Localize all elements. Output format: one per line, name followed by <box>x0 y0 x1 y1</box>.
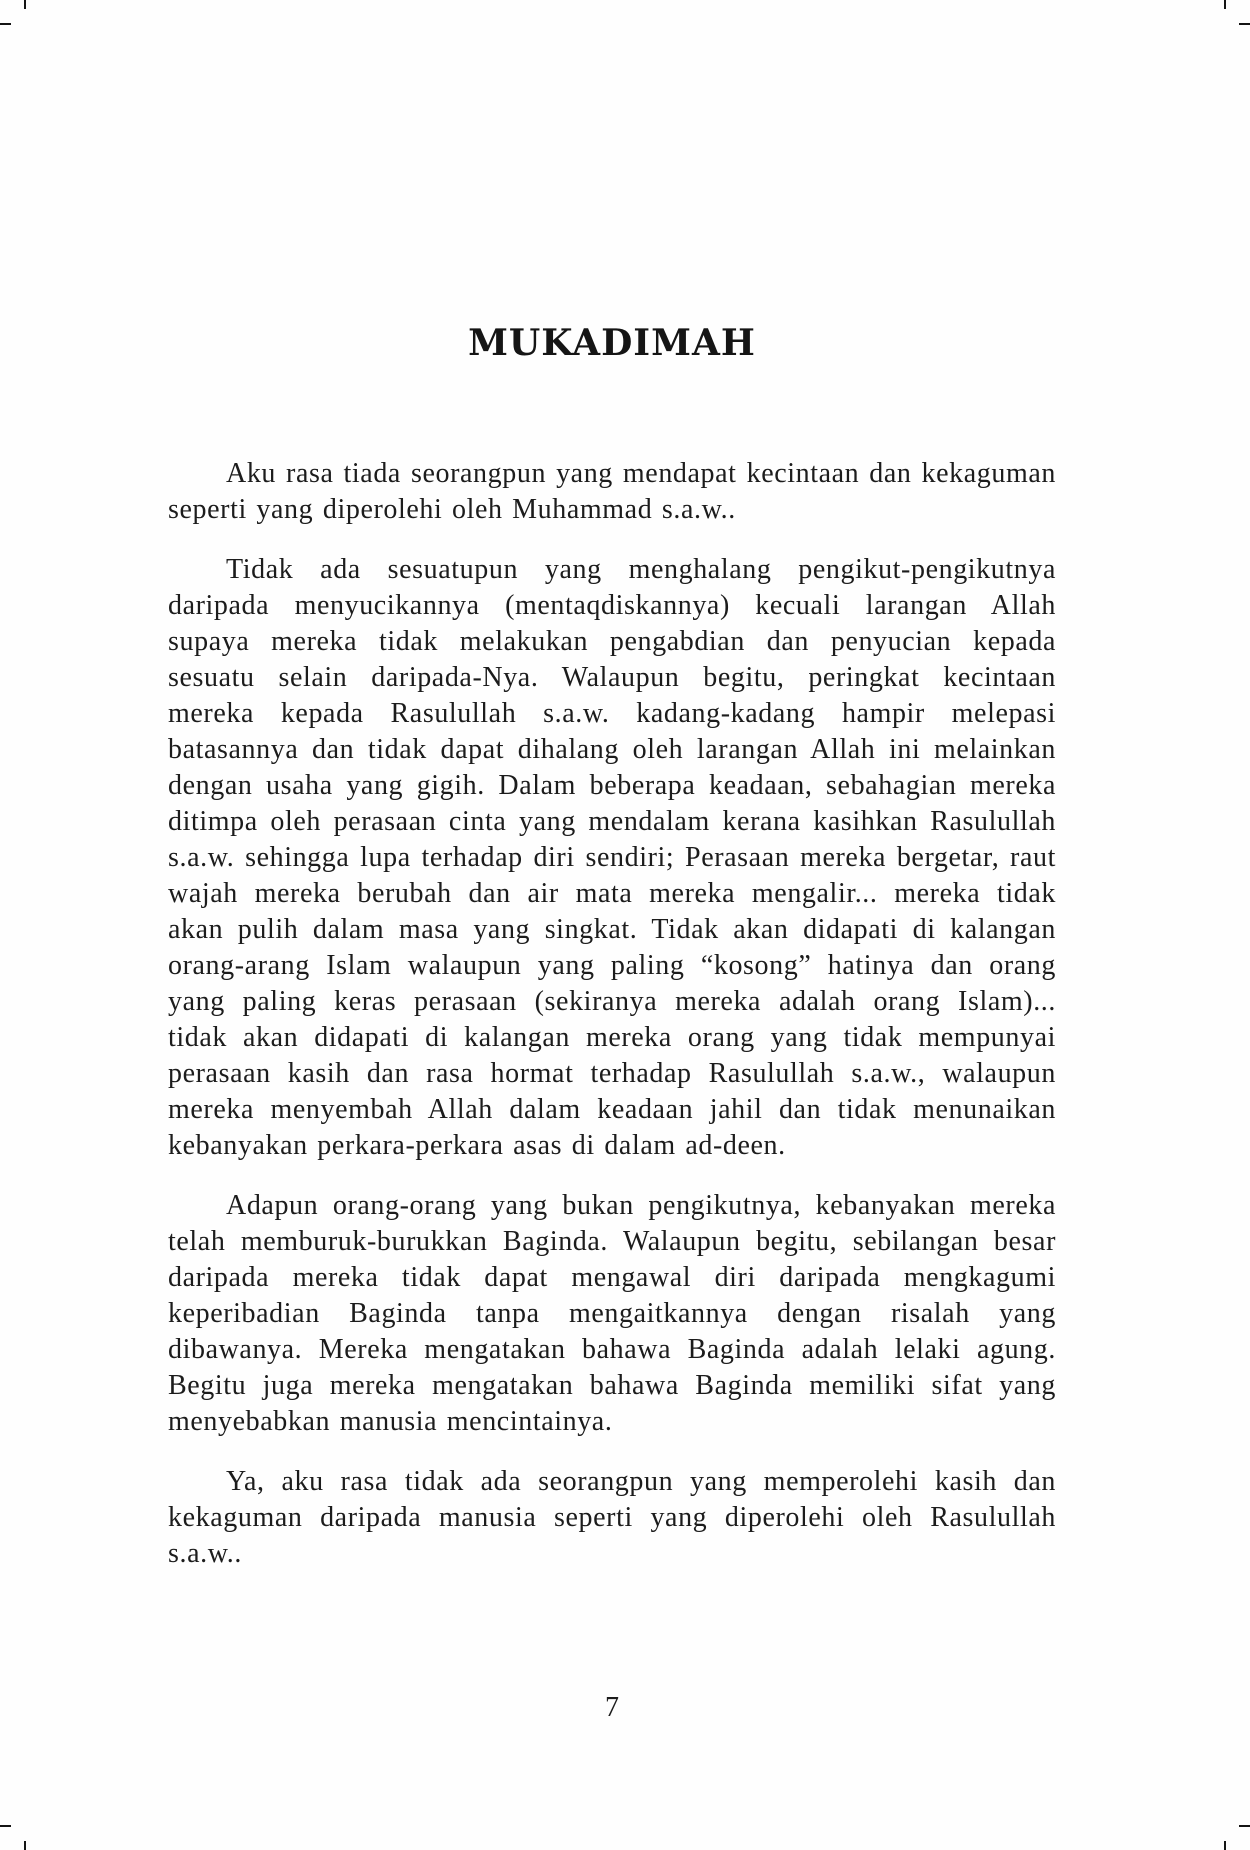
chapter-title: MUKADIMAH <box>468 322 756 364</box>
paragraph-1: Aku rasa tiada seorangpun yang mendapat kecintaan dan kekaguman seperti yang diperolehi oleh Muhammad s.a.w.. <box>168 458 1056 525</box>
page-number: 7 <box>605 1692 619 1723</box>
paragraph-3: Adapun orang-orang yang bukan pengikutnya, kebanyakan mereka telah memburuk-burukkan Baginda. Walaupun begitu, sebilangan besar daripada mereka tidak dapat mengawal diri daripada mengkagumi keperibadian Baginda tanpa mengaitkannya dengan risalah yang dibawanya. Mereka mengatakan bahawa Baginda adalah lelaki agung. Begitu juga mereka mengatakan bahawa Baginda memiliki sifat yang menyebabkan manusia mencintainya. <box>168 1190 1056 1437</box>
text-block <box>168 322 1056 1572</box>
crop-mark-bottom-right-vertical <box>1224 1841 1226 1850</box>
crop-mark-top-left-vertical <box>24 0 26 9</box>
crop-mark-top-left-horizontal <box>0 23 11 25</box>
crop-mark-bottom-left-vertical <box>24 1841 26 1850</box>
paragraph-4: Ya, aku rasa tidak ada seorangpun yang memperolehi kasih dan kekaguman daripada manusia seperti yang diperolehi oleh Rasulullah s.a.w.. <box>168 1466 1056 1569</box>
crop-mark-bottom-left-horizontal <box>0 1825 11 1827</box>
crop-mark-top-right-horizontal <box>1239 23 1250 25</box>
crop-mark-bottom-right-horizontal <box>1239 1825 1250 1827</box>
crop-mark-top-right-vertical <box>1224 0 1226 9</box>
paragraph-2: Tidak ada sesuatupun yang menghalang pengikut-pengikutnya daripada menyucikannya (mentaqdiskannya) kecuali larangan Allah supaya mereka tidak melakukan pengabdian dan penyucian kepada sesuatu selain daripada-Nya. Walaupun begitu, peringkat kecintaan mereka kepada Rasulullah s.a.w. kadang-kadang hampir melepasi batasannya dan tidak dapat dihalang oleh larangan Allah ini melainkan dengan usaha yang gigih. Dalam beberapa keadaan, sebahagian mereka ditimpa oleh perasaan cinta yang mendalam kerana kasihkan Rasulullah s.a.w. sehingga lupa terhadap diri sendiri; Perasaan mereka bergetar, raut wajah mereka berubah dan air mata mereka mengalir... mereka tidak akan pulih dalam masa yang singkat. Tidak akan didapati di kalangan orang-arang Islam walaupun yang paling “kosong” hatinya dan orang yang paling keras perasaan (sekiranya mereka adalah orang Islam)... tidak akan didapati di kalangan mereka orang yang tidak mempunyai perasaan kasih dan rasa hormat terhadap Rasulullah s.a.w., walaupun mereka menyembah Allah dalam keadaan jahil dan tidak menunaikan kebanyakan perkara-perkara asas di dalam ad-deen. <box>168 554 1056 1161</box>
